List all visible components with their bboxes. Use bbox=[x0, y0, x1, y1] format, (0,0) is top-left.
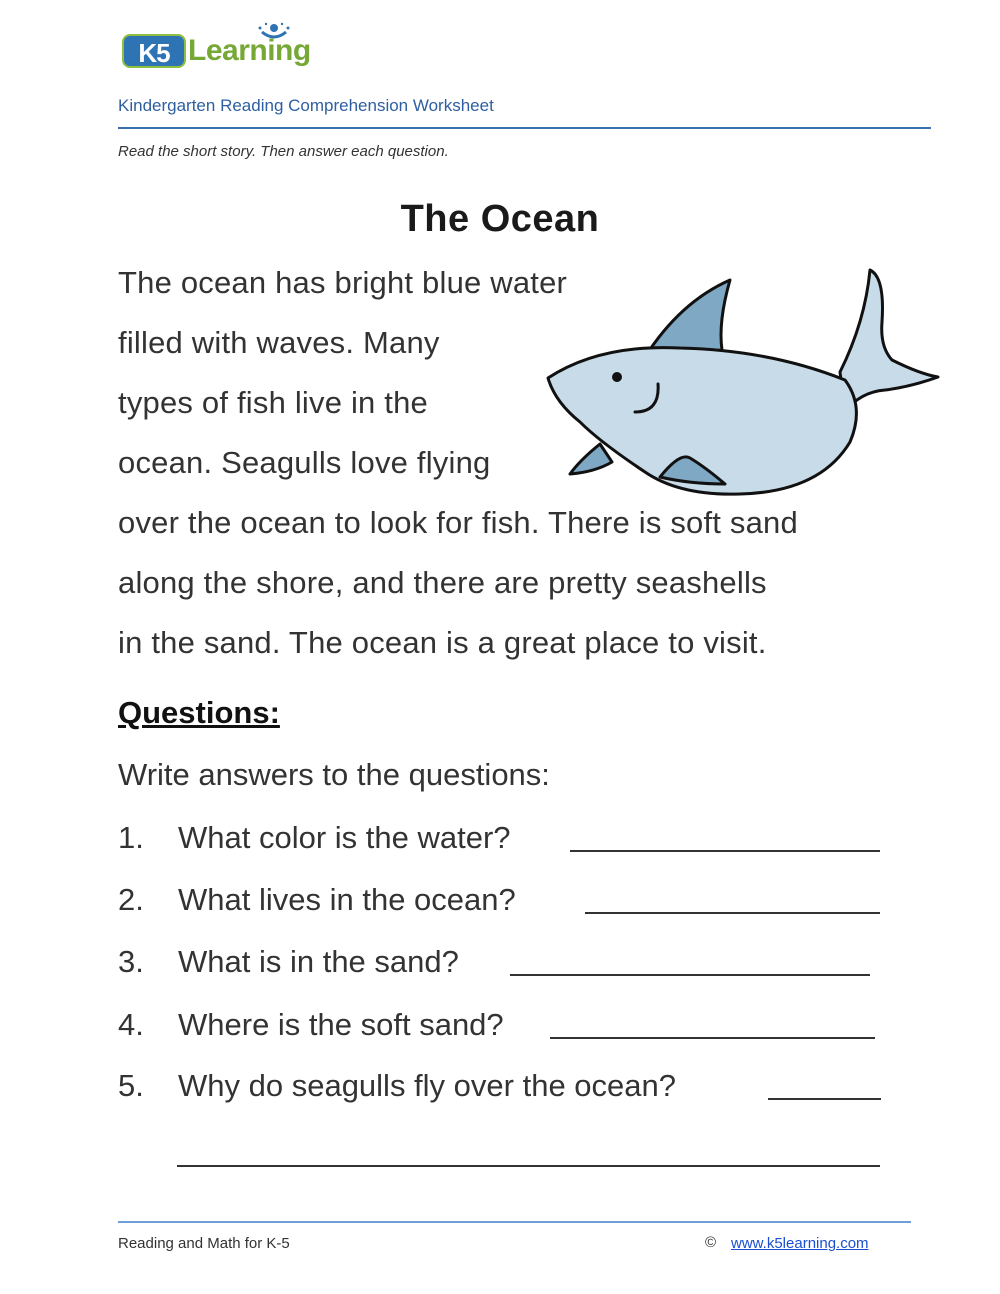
question-number: 3. bbox=[118, 944, 144, 979]
website-link[interactable]: www.k5learning.com bbox=[731, 1235, 869, 1252]
question-row bbox=[118, 882, 888, 922]
logo-figure-icon bbox=[256, 22, 292, 50]
question-row bbox=[118, 1068, 888, 1108]
questions-heading: Questions: bbox=[118, 695, 280, 730]
question-number: 1. bbox=[118, 820, 144, 855]
question-text: Where is the soft sand? bbox=[178, 1007, 504, 1042]
answer-blank[interactable] bbox=[550, 1037, 875, 1039]
logo-badge: K5 bbox=[122, 34, 186, 68]
story-line: The ocean has bright blue water bbox=[118, 265, 568, 300]
story-title: The Ocean bbox=[400, 198, 600, 240]
question-row bbox=[118, 944, 888, 984]
answer-blank[interactable] bbox=[510, 974, 870, 976]
question-number: 2. bbox=[118, 882, 144, 917]
worksheet-subtitle: Kindergarten Reading Comprehension Worksheet bbox=[118, 96, 494, 115]
question-text: What lives in the ocean? bbox=[178, 882, 516, 917]
answer-blank[interactable] bbox=[570, 850, 880, 852]
k5-learning-logo bbox=[122, 22, 337, 76]
story-line: along the shore, and there are pretty seashells bbox=[118, 565, 767, 600]
question-number: 4. bbox=[118, 1007, 144, 1042]
header-divider bbox=[118, 127, 931, 129]
story-line: ocean. Seagulls love flying bbox=[118, 445, 491, 480]
instructions: Read the short story. Then answer each question. bbox=[118, 143, 449, 160]
question-row bbox=[118, 1007, 888, 1047]
story-line: types of fish live in the bbox=[118, 385, 428, 420]
logo-word: Learning bbox=[188, 34, 311, 67]
question-text: What color is the water? bbox=[178, 820, 511, 855]
question-row bbox=[118, 820, 888, 860]
answer-blank[interactable] bbox=[768, 1098, 881, 1100]
answer-blank[interactable] bbox=[585, 912, 880, 914]
footer-divider bbox=[118, 1221, 911, 1223]
story-line: in the sand. The ocean is a great place to visit. bbox=[118, 625, 767, 660]
copyright-symbol: © bbox=[705, 1234, 717, 1251]
story-line: over the ocean to look for fish. There is soft sand bbox=[118, 505, 798, 540]
footer-tagline: Reading and Math for K-5 bbox=[118, 1235, 290, 1252]
question-text: What is in the sand? bbox=[178, 944, 459, 979]
questions-intro: Write answers to the questions: bbox=[118, 757, 550, 792]
story-line: filled with waves. Many bbox=[118, 325, 440, 360]
answer-blank-continued[interactable] bbox=[177, 1165, 880, 1167]
shark-illustration bbox=[540, 262, 945, 507]
question-number: 5. bbox=[118, 1068, 144, 1103]
question-text: Why do seagulls fly over the ocean? bbox=[178, 1068, 676, 1103]
